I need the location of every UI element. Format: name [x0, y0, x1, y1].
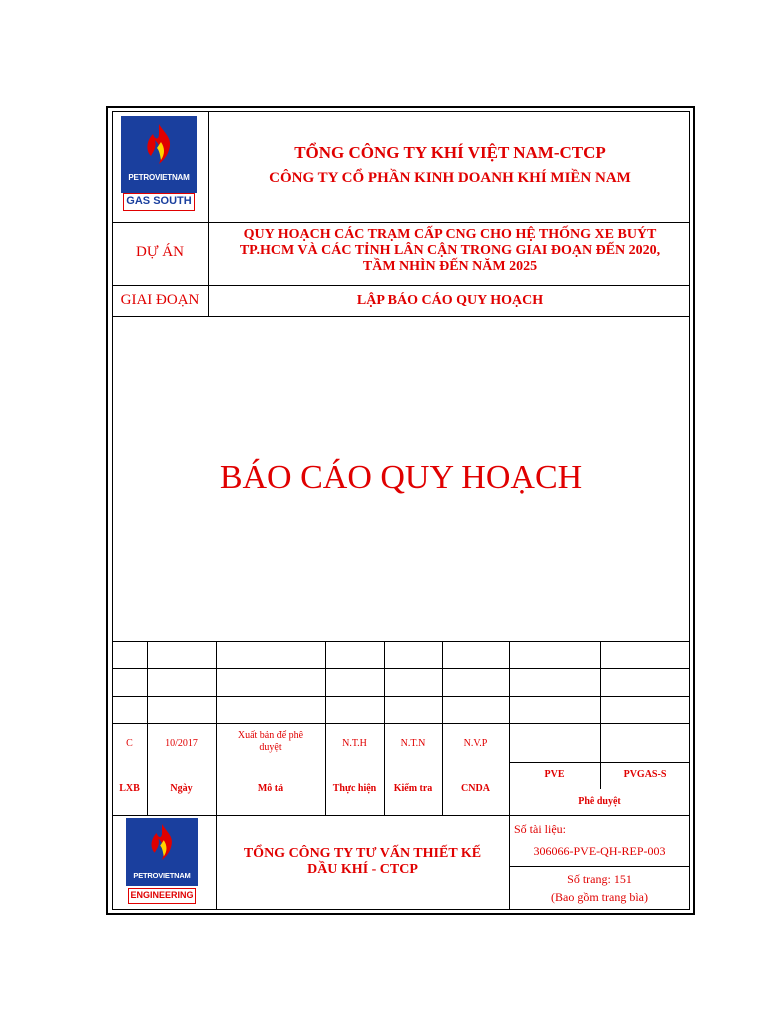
divider	[112, 723, 690, 724]
project-title-line: TP.HCM VÀ CÁC TỈNH LÂN CẬN TRONG GIAI ĐOẠN ĐẾN 2020,	[239, 243, 661, 259]
logo-brand-text: PETROVIETNAM	[128, 173, 190, 182]
revision-performer: N.T.H	[342, 738, 367, 749]
doc-number-label: Số tài liệu:	[514, 822, 566, 836]
phase-label: GIAI ĐOẠN	[120, 292, 200, 308]
divider	[112, 285, 690, 286]
page-count-note: (Bao gồm trang bìa)	[551, 890, 648, 904]
revision-description-line: Xuất bản để phê	[237, 730, 304, 741]
revision-description	[216, 730, 325, 753]
header-performer: Thực hiện	[332, 783, 377, 794]
revision-checker: N.T.N	[400, 738, 426, 749]
consultant-name-line: TỔNG CÔNG TY TƯ VẤN THIẾT KẾ	[243, 846, 482, 861]
divider	[112, 222, 690, 223]
flame-logo-icon	[144, 822, 180, 862]
project-title	[210, 227, 690, 275]
header-description: Mô tả	[257, 783, 284, 794]
revision-date: 10/2017	[165, 738, 198, 749]
doc-number: 306066-PVE-QH-REP-003	[533, 844, 666, 858]
header-approval: Phê duyệt	[578, 796, 621, 807]
header-checker: Kiểm tra	[393, 783, 433, 794]
logo-tag-text: GAS SOUTH	[123, 193, 195, 211]
header-pvgas: PVGAS-S	[623, 769, 667, 780]
project-label: DỰ ÁN	[136, 244, 184, 260]
revision-cnda: N.V.P	[463, 738, 488, 749]
divider	[600, 641, 601, 789]
revision-description-line: duyệt	[259, 741, 282, 753]
divider	[208, 111, 209, 317]
flame-logo-icon	[139, 122, 179, 166]
report-title: BÁO CÁO QUY HOẠCH	[219, 459, 583, 496]
gas-south-logo	[121, 116, 197, 213]
divider	[112, 696, 690, 697]
revision-lxb: C	[126, 738, 133, 749]
divider	[112, 668, 690, 669]
logo-brand-text: PETROVIETNAM	[133, 871, 191, 880]
divider	[112, 815, 690, 816]
header-cnda: CNDA	[461, 783, 490, 794]
project-title-line: QUY HOẠCH CÁC TRẠM CẤP CNG CHO HỆ THỐNG XE BUÝT	[243, 227, 657, 242]
divider	[112, 641, 690, 642]
project-title-line: TẦM NHÌN ĐẾN NĂM 2025	[362, 259, 538, 275]
pv-engineering-logo	[126, 818, 198, 906]
subsidiary-name: CÔNG TY CỔ PHẦN KINH DOANH KHÍ MIỀN NAM	[269, 170, 631, 186]
header-lxb: LXB	[119, 783, 140, 794]
header-pve: PVE	[544, 769, 565, 780]
logo-tag-text: ENGINEERING	[128, 888, 196, 904]
divider	[509, 866, 690, 867]
phase-value: LẬP BÁO CÁO QUY HOẠCH	[356, 293, 544, 308]
page-count: Số trang: 151	[567, 872, 632, 886]
consultant-name	[216, 846, 509, 878]
consultant-name-line: DẦU KHÍ - CTCP	[307, 862, 418, 878]
company-name: TỔNG CÔNG TY KHÍ VIỆT NAM-CTCP	[294, 143, 606, 162]
divider	[112, 316, 690, 317]
header-date: Ngày	[170, 783, 193, 794]
